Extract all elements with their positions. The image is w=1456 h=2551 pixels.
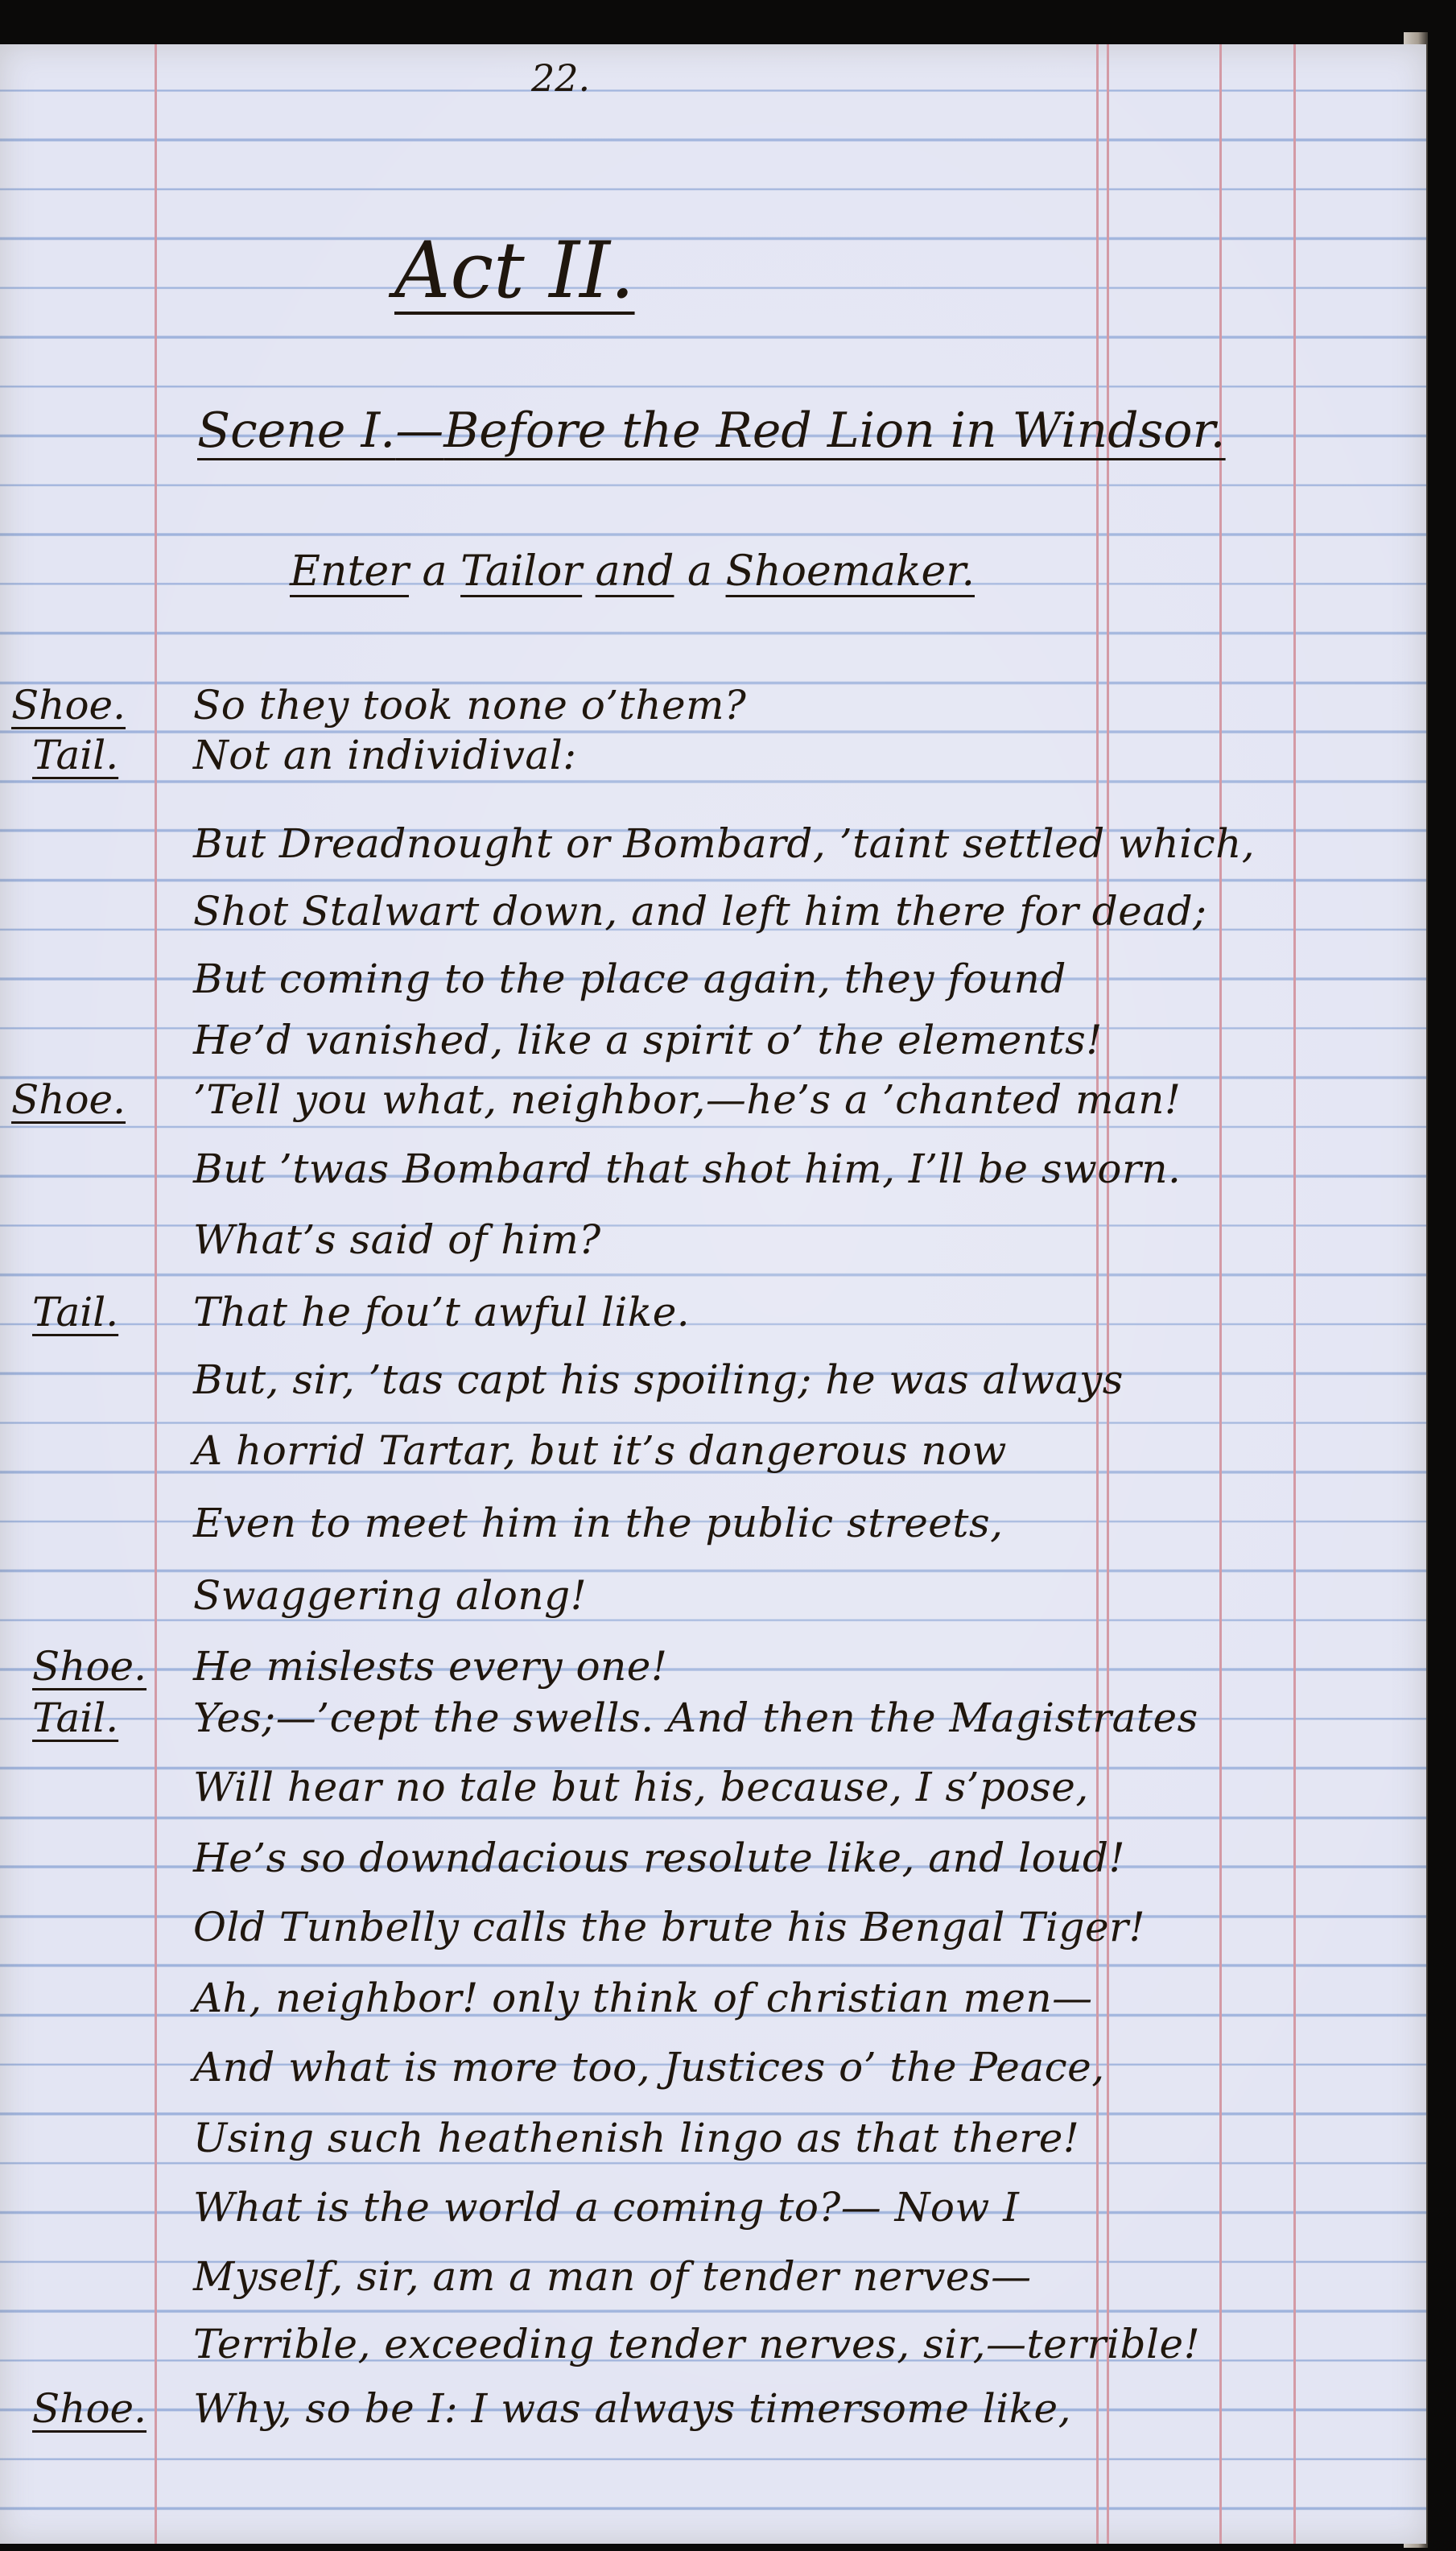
verse-line: But ’twas Bombard that shot him, I’ll be sworn.	[193, 1145, 1182, 1192]
stage-word-shoemaker: Shoemaker.	[725, 547, 975, 596]
stage-word-and: and	[595, 547, 674, 596]
verse-line: Using such heathenish lingo as that there!	[193, 2115, 1080, 2161]
verse-line: Shot Stalwart down, and left him there for dead;	[193, 888, 1207, 935]
stage-word-enter: Enter	[290, 547, 409, 596]
verse-line: But, sir, ’tas capt his spoiling; he was always	[193, 1356, 1124, 1403]
verse-line: Terrible, exceeding tender nerves, sir,—terrible!	[193, 2321, 1201, 2367]
stage-direction	[290, 547, 975, 596]
verse-line: But coming to the place again, they found	[193, 956, 1066, 1002]
stage-word-a-2: a	[687, 547, 712, 596]
verse-line: And what is more too, Justices o’ the Peace,	[193, 2044, 1105, 2091]
verse-line: Ah, neighbor! only think of christian men—	[193, 1975, 1093, 2021]
verse-line: Not an individival:	[193, 732, 577, 778]
verse-line: Why, so be I: I was always timersome like,	[193, 2385, 1072, 2432]
verse-line: He’d vanished, like a spirit o’ the elements!	[193, 1017, 1103, 1063]
verse-line: Yes;—’cept the swells. And then the Magistrates	[193, 1694, 1198, 1741]
verse-line: Old Tunbelly calls the brute his Bengal Tiger!	[193, 1904, 1146, 1950]
scene-label: Scene I.	[197, 402, 396, 459]
verse-line: Swaggering along!	[193, 1572, 588, 1619]
verse-line: Even to meet him in the public streets,	[193, 1500, 1004, 1546]
act-title: Act II.	[394, 225, 635, 316]
stage-word-tailor: Tailor	[460, 547, 583, 596]
speaker-tag: Tail.	[32, 1694, 119, 1741]
scene-heading	[197, 402, 1226, 459]
verse-line: He mislests every one!	[193, 1643, 668, 1690]
speaker-tag: Shoe.	[32, 2385, 147, 2432]
verse-line: Will hear no tale but his, because, I s’pose,	[193, 1764, 1089, 1810]
speaker-tag: Tail.	[32, 732, 119, 778]
verse-line: ’Tell you what, neighbor,—he’s a ’chanted man!	[193, 1076, 1182, 1123]
margin-rule-left	[155, 44, 157, 2544]
verse-line: What is the world a coming to?— Now I	[193, 2184, 1020, 2231]
scene-setting: Before the Red Lion in Windsor.	[443, 402, 1226, 459]
page-number: 22.	[531, 56, 591, 100]
margin-rule-right-4	[1293, 44, 1296, 2544]
verse-line: A horrid Tartar, but it’s dangerous now	[193, 1427, 1007, 1474]
verse-line: So they took none o’them?	[193, 682, 747, 729]
speaker-tag: Shoe.	[11, 682, 126, 729]
verse-line: That he fou’t awful like.	[193, 1289, 691, 1335]
stage-word-a: a	[422, 547, 448, 596]
verse-line: He’s so downdacious resolute like, and loud!	[193, 1835, 1126, 1881]
verse-line: But Dreadnought or Bombard, ’taint settled which,	[193, 820, 1256, 867]
scene-separator: —	[395, 402, 444, 459]
verse-line: Myself, sir, am a man of tender nerves—	[193, 2253, 1032, 2300]
speaker-tag: Shoe.	[11, 1076, 126, 1123]
speaker-tag: Tail.	[32, 1289, 119, 1335]
speaker-tag: Shoe.	[32, 1643, 147, 1690]
verse-line: What’s said of him?	[193, 1216, 601, 1263]
